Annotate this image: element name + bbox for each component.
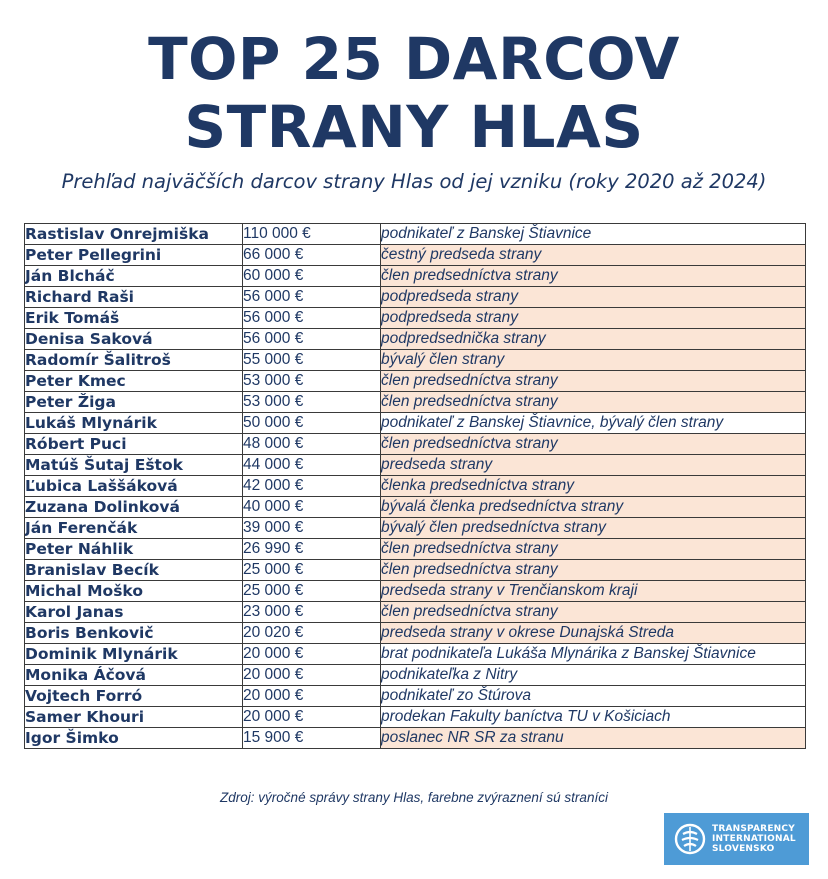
donor-role: člen predsedníctva strany [381,266,806,287]
donor-amount: 25 000 € [243,560,381,581]
donor-role: člen predsedníctva strany [381,539,806,560]
donor-name: Branislav Becík [25,560,243,581]
donor-role: člen predsedníctva strany [381,434,806,455]
donor-role: predseda strany v Trenčianskom kraji [381,581,806,602]
transparency-logo [664,813,809,865]
donor-amount: 53 000 € [243,371,381,392]
transparency-globe-icon [674,823,706,855]
table-row [25,224,806,245]
donor-name: Peter Kmec [25,371,243,392]
donor-role: podnikateľ z Banskej Štiavnice, bývalý člen strany [381,413,806,434]
donor-name: Dominik Mlynárik [25,644,243,665]
donor-role: člen predsedníctva strany [381,392,806,413]
table-row [25,539,806,560]
donor-name: Erik Tomáš [25,308,243,329]
donor-role: brat podnikateľa Lukáša Mlynárika z Banskej Štiavnice [381,644,806,665]
donor-amount: 56 000 € [243,308,381,329]
table-row [25,581,806,602]
logo-line-1: TRANSPARENCY [712,824,795,834]
table-row [25,266,806,287]
donor-name: Radomír Šalitroš [25,350,243,371]
donor-role: podnikateľ z Banskej Štiavnice [381,224,806,245]
table-row [25,434,806,455]
donor-amount: 26 990 € [243,539,381,560]
table-row [25,560,806,581]
donor-amount: 15 900 € [243,728,381,749]
donor-role: podpredseda strany [381,287,806,308]
table-row [25,308,806,329]
donor-amount: 56 000 € [243,287,381,308]
donor-amount: 55 000 € [243,350,381,371]
table-row [25,245,806,266]
table-row [25,728,806,749]
donor-name: Richard Raši [25,287,243,308]
donor-amount: 25 000 € [243,581,381,602]
donor-amount: 20 000 € [243,644,381,665]
table-row [25,623,806,644]
donor-name: Matúš Šutaj Eštok [25,455,243,476]
donor-amount: 53 000 € [243,392,381,413]
donor-role: predseda strany [381,455,806,476]
donor-role: bývalá členka predsedníctva strany [381,497,806,518]
donor-name: Boris Benkovič [25,623,243,644]
donor-amount: 42 000 € [243,476,381,497]
donor-amount: 39 000 € [243,518,381,539]
donor-role: člen predsedníctva strany [381,371,806,392]
donor-amount: 20 020 € [243,623,381,644]
donor-name: Rastislav Onrejmiška [25,224,243,245]
donor-amount: 20 000 € [243,707,381,728]
donor-name: Igor Šimko [25,728,243,749]
table-row [25,665,806,686]
donor-amount: 110 000 € [243,224,381,245]
donor-amount: 66 000 € [243,245,381,266]
donor-amount: 20 000 € [243,686,381,707]
table-row [25,413,806,434]
donor-amount: 20 000 € [243,665,381,686]
page-title-line-2: STRANY HLAS [184,93,644,161]
table-row [25,518,806,539]
donor-name: Ján Ferenčák [25,518,243,539]
donor-name: Peter Náhlik [25,539,243,560]
donor-role: podnikateľ zo Štúrova [381,686,806,707]
donor-name: Michal Moško [25,581,243,602]
donor-role: podpredsednička strany [381,329,806,350]
donor-name: Peter Pellegrini [25,245,243,266]
table-row [25,497,806,518]
donor-role: podpredseda strany [381,308,806,329]
table-row [25,476,806,497]
table-row [25,287,806,308]
donor-role: člen predsedníctva strany [381,560,806,581]
page-title-line-1: TOP 25 DARCOV [148,25,680,93]
donor-role: čestný predseda strany [381,245,806,266]
donor-amount: 48 000 € [243,434,381,455]
donor-role: členka predsedníctva strany [381,476,806,497]
donor-amount: 23 000 € [243,602,381,623]
donor-name: Monika Áčová [25,665,243,686]
table-row [25,602,806,623]
donor-role: bývalý člen predsedníctva strany [381,518,806,539]
table-row [25,686,806,707]
donor-role: podnikateľka z Nitry [381,665,806,686]
donor-amount: 60 000 € [243,266,381,287]
donor-name: Peter Žiga [25,392,243,413]
donor-name: Róbert Puci [25,434,243,455]
table-row [25,392,806,413]
donor-amount: 44 000 € [243,455,381,476]
donor-role: predseda strany v okrese Dunajská Streda [381,623,806,644]
table-row [25,455,806,476]
donor-name: Vojtech Forró [25,686,243,707]
logo-line-3: SLOVENSKO [712,844,775,854]
donor-role: prodekan Fakulty baníctva TU v Košiciach [381,707,806,728]
table-row [25,371,806,392]
donor-name: Lukáš Mlynárik [25,413,243,434]
donor-name: Denisa Saková [25,329,243,350]
donors-table [24,223,806,749]
source-note: Zdroj: výročné správy strany Hlas, farebne zvýraznení sú straníci [220,790,608,805]
table-row [25,707,806,728]
donor-name: Ľubica Laššáková [25,476,243,497]
donor-amount: 56 000 € [243,329,381,350]
donor-name: Karol Janas [25,602,243,623]
donor-name: Zuzana Dolinková [25,497,243,518]
logo-wordmark [712,824,796,854]
donor-role: poslanec NR SR za stranu [381,728,806,749]
donor-role: člen predsedníctva strany [381,602,806,623]
donor-name: Samer Khouri [25,707,243,728]
table-row [25,329,806,350]
donor-amount: 50 000 € [243,413,381,434]
table-row [25,644,806,665]
table-row [25,350,806,371]
donor-amount: 40 000 € [243,497,381,518]
donor-name: Ján Blcháč [25,266,243,287]
page-subtitle: Prehľad najväčších darcov strany Hlas od jej vzniku (roky 2020 až 2024) [61,170,767,193]
donors-table-body [25,224,806,749]
logo-line-2: INTERNATIONAL [712,834,796,844]
donor-role: bývalý člen strany [381,350,806,371]
